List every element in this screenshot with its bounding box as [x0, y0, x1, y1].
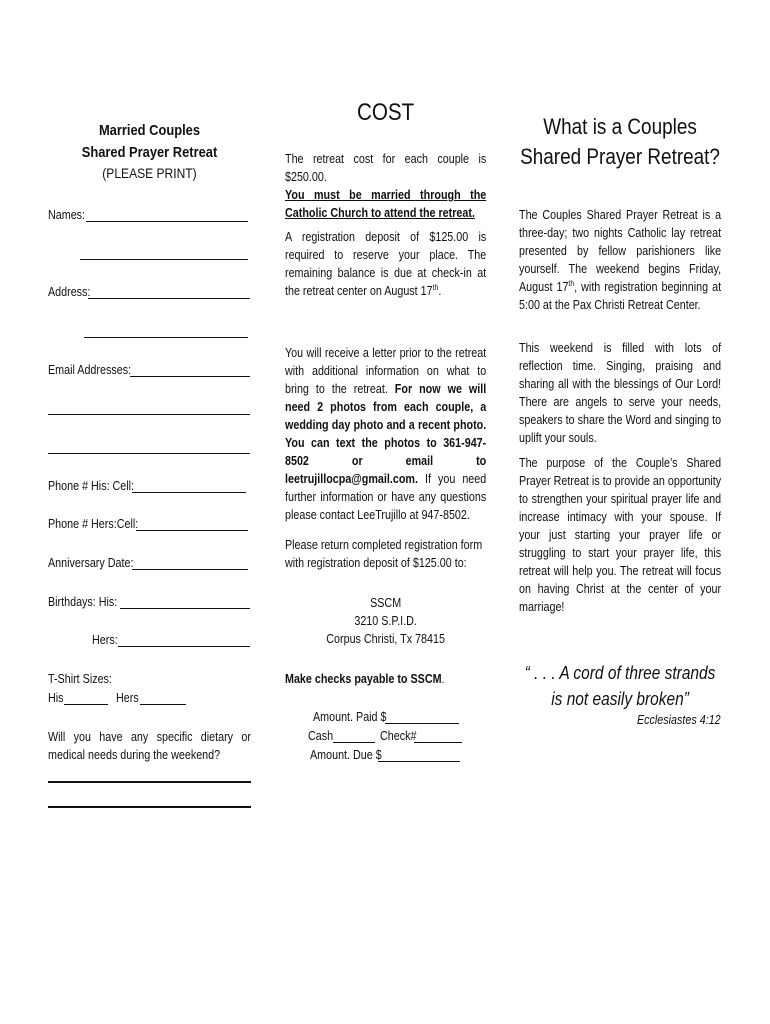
amount-paid-label: Amount. Paid $ — [313, 710, 387, 724]
amount-due-field[interactable] — [310, 746, 470, 764]
dietary-answer-line-1[interactable] — [48, 781, 251, 783]
names-line-1[interactable] — [86, 208, 248, 222]
please-print-note: (PLEASE PRINT) — [102, 165, 197, 181]
address-line-1[interactable] — [88, 285, 250, 299]
amount-due-label: Amount. Due $ — [310, 748, 382, 762]
tshirt-label: T-Shirt Sizes: — [48, 672, 112, 686]
form-title-line1: Married Couples — [98, 122, 201, 139]
questions-text: If you need further information or have any questions please contact LeeTrujillo at 947-8502. — [285, 472, 487, 522]
cost-heading: COST — [356, 99, 415, 126]
email-field[interactable] — [48, 361, 251, 379]
address-field[interactable] — [48, 283, 251, 301]
about-p1-end: , with registration beginning at 5:00 at the Pax Christi Retreat Center. — [519, 280, 722, 312]
checks-payable — [285, 670, 486, 688]
deposit-text-end: . — [438, 284, 442, 298]
about-p1-main: The Couples Shared Prayer Retreat is a three-day; two nights Catholic lay retreat presented by fellow parishioners like yourself. The weekend begins Friday, August 17 — [519, 208, 722, 294]
phone-hers-label: Phone # Hers:Cell: — [48, 517, 139, 531]
cost-text: The retreat cost for each couple is $250.00. — [285, 152, 487, 184]
birthday-his-label: Birthdays: His: — [48, 595, 118, 609]
about-p1-sup: th — [568, 278, 575, 288]
amount-due-line[interactable] — [378, 748, 460, 762]
letter-info — [285, 344, 486, 524]
address-line-street: 3210 S.P.I.D. — [354, 614, 417, 628]
letter-text: You will receive a letter prior to the retreat with additional information on what to bring to the retreat. — [285, 346, 487, 396]
birthday-hers-label: Hers: — [92, 633, 118, 647]
dietary-answer-line-2[interactable] — [48, 806, 251, 808]
amount-paid-line[interactable] — [385, 710, 459, 724]
phone-hers-line[interactable] — [136, 517, 248, 531]
names-field[interactable] — [48, 206, 251, 224]
address-line-2[interactable] — [84, 324, 248, 338]
address-line-sscm: SSCM — [370, 596, 402, 610]
amount-paid-field[interactable] — [313, 708, 473, 726]
about-paragraph-2: This weekend is filled with lots of reflection time. Singing, praising and sharing all with the blessings of Our Lord! There are angels to serve your needs, speakers to share the Word and singing to uplift your souls. — [519, 341, 722, 445]
check-number-label: Check# — [380, 729, 417, 743]
anniversary-field[interactable] — [48, 554, 251, 572]
tshirt-hers-line[interactable] — [140, 691, 186, 705]
return-instructions: Please return completed registration form with registration deposit of $125.00 to: — [285, 538, 483, 570]
dietary-question: Will you have any specific dietary or medical needs during the weekend? — [48, 730, 251, 762]
check-number-line[interactable] — [414, 729, 462, 743]
deposit-text-main: A registration deposit of $125.00 is required to reserve your place. The remaining balance is due at check-in at the retreat center on August 17 — [285, 230, 487, 298]
phone-his-field[interactable] — [48, 477, 251, 495]
tshirt-his-line[interactable] — [64, 691, 108, 705]
deposit-text-sup: th — [432, 282, 439, 292]
birthday-his-field[interactable] — [48, 593, 251, 611]
email-line-2[interactable] — [48, 401, 250, 415]
cost-section — [285, 150, 486, 222]
scripture-citation: Ecclesiastes 4:12 — [637, 713, 721, 727]
deposit-text — [285, 228, 486, 300]
phone-his-label: Phone # His: Cell: — [48, 479, 135, 493]
birthday-hers-line[interactable] — [118, 633, 250, 647]
mailing-address — [285, 594, 486, 648]
names-line-2[interactable] — [80, 246, 248, 260]
cash-label: Cash — [308, 729, 334, 743]
address-label: Address: — [48, 285, 91, 299]
checks-payable-text: Make checks payable to SSCM — [285, 672, 442, 686]
married-requirement: You must be married through the Catholic Church to attend the retreat. — [285, 188, 487, 220]
scripture-quote: “ . . . A cord of three strands is not easily broken” — [524, 663, 716, 709]
photos-request: For now we will need 2 photos from each couple, a wedding day photo and a recent photo. You can text the photos to 361-947-8502 or email to leetrujillocpa@gmail.com. — [285, 382, 487, 486]
anniversary-line[interactable] — [132, 556, 248, 570]
tshirt-his-label: His — [48, 691, 64, 705]
checks-payable-end: . — [441, 672, 445, 686]
anniversary-label: Anniversary Date: — [48, 556, 134, 570]
form-title-line2: Shared Prayer Retreat — [81, 144, 218, 161]
form-title — [48, 120, 251, 164]
phone-hers-field[interactable] — [48, 515, 251, 533]
phone-his-line[interactable] — [132, 479, 246, 493]
email-label: Email Addresses: — [48, 363, 132, 377]
about-paragraph-1 — [519, 206, 721, 314]
email-line-3[interactable] — [48, 440, 250, 454]
birthday-his-line[interactable] — [120, 595, 250, 609]
tshirt-hers-label: Hers — [116, 691, 139, 705]
about-heading: What is a Couples Shared Prayer Retreat? — [520, 114, 720, 169]
names-label: Names: — [48, 208, 86, 222]
address-line-city: Corpus Christi, Tx 78415 — [326, 632, 445, 646]
about-paragraph-3: The purpose of the Couple’s Shared Prayer Retreat is to provide an opportunity to strengthen your spiritual prayer life and increase intimacy with your spouse. If your just starting your prayer life or struggling to start your prayer life, this retreat will help you. The retreat will focus on having Christ at the center of your marriage! — [519, 456, 722, 614]
email-line-1[interactable] — [130, 363, 250, 377]
cash-line[interactable] — [333, 729, 375, 743]
